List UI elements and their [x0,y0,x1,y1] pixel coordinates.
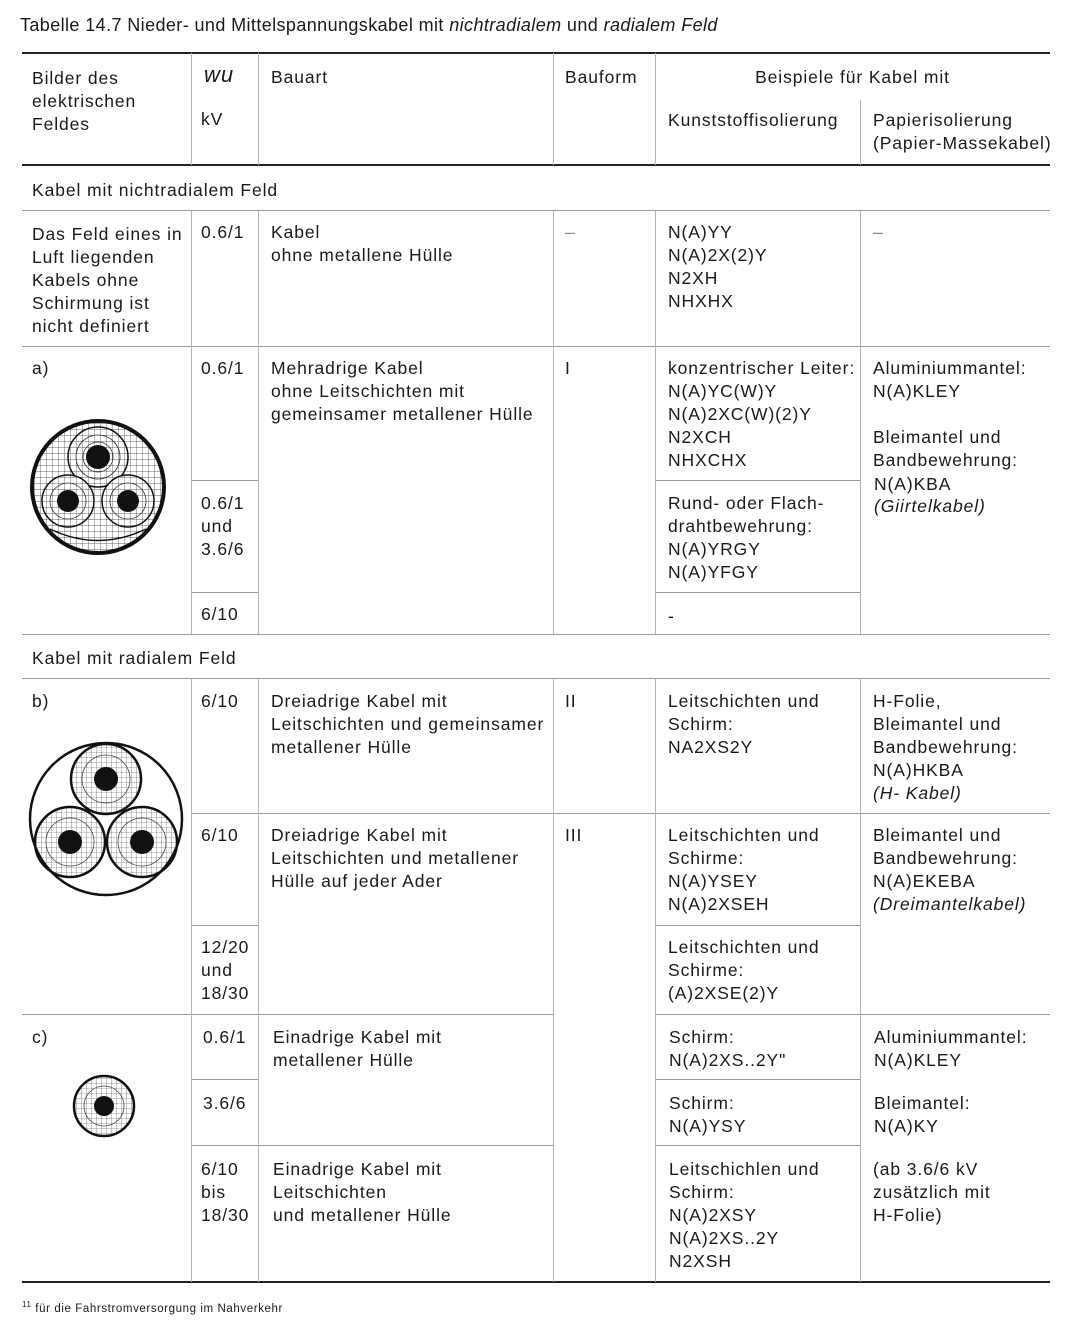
figure-label-c: c) [32,1027,49,1047]
vline-r1-3 [553,211,554,634]
bauart-b-2: Dreiadrige Kabel mit Leitschichten und metallener Hülle auf jeder Ader [271,825,519,891]
paper-c-1: Aluminiummantel: N(A)KLEY [874,1027,1028,1070]
rule-top [22,52,1050,54]
bauform-b-2: III [565,825,583,845]
three-core-belted-cable-diagram [28,417,168,557]
voltage-a-3: 6/10 [201,604,239,624]
rule-a-k2 [655,592,860,593]
cell-bauform: – [565,222,576,242]
paper-a: Aluminiummantel: N(A)KLEY Bleimantel und Bandbewehrung: [873,358,1027,470]
bauart-b-1: Dreiadrige Kabel mit Leitschichten und gemeinsamer metallener Hülle [271,691,545,757]
vline-r1-4 [655,211,656,634]
vline-r2-5 [860,679,861,1282]
rule-section1 [22,210,1050,211]
conductor-3 [117,490,139,512]
voltage-a-2: 0.6/1 und 3.6/6 [201,493,245,559]
rule-section2 [22,678,1050,679]
cell-plastic: N(A)YY N(A)2X(2)Y N2XH NHXHX [668,222,768,311]
caption-text: Tabelle 14.7 Nieder- und Mittelspannungskabel mit [20,15,450,35]
vline-r2-1 [191,679,192,1282]
paper-b-1-note: (H- Kabel) [873,783,962,803]
section-nonradial-field: Kabel mit nichtradialem Feld [32,180,278,200]
rule-b2-v [191,925,258,926]
rule-header-bottom [22,164,1050,166]
plastic-a-3: - [668,606,675,626]
header-voltage-unit: kV [201,109,224,129]
header-plastic-insulation: Kunststoffisolierung [668,110,839,130]
bauart-a: Mehradrige Kabel ohne Leitschichten mit gemeinsamer metallener Hülle [271,358,534,424]
paper-a-note: (Giirtelkabel) [874,496,986,516]
rule-c-top [22,1014,553,1015]
plastic-b-2: Leitschichten und Schirme: N(A)YSEY N(A)2XSEH [668,825,820,914]
footnote-text: für die Fahrstromversorgung im Nahverkehr [31,1302,283,1315]
voltage-b-2: 6/10 [201,825,239,845]
rule-row1 [22,346,1050,347]
rule-a-k1 [655,480,860,481]
vline-r2-4 [655,679,656,1282]
rule-c-k1 [655,1079,860,1080]
rule-c-v2 [191,1145,553,1146]
plastic-c-2: Schirm: N(A)YSY [669,1093,747,1136]
figure-label-b: b) [32,691,50,711]
header-bauform: Bauform [565,67,638,87]
paper-b-1: H-Folie, Bleimantel und Bandbewehrung: N(A)HKBA [873,691,1018,780]
rule-a-bottom [22,634,1050,635]
vline-h5 [860,100,861,165]
voltage-c-2: 3.6/6 [203,1093,247,1113]
header-examples-group: Beispiele für Kabel mit [755,67,950,87]
header-field-images: Bilder des elektrischen Feldes [32,68,137,134]
voltage-c-1: 0.6/1 [203,1027,247,1047]
conductor-2 [57,490,79,512]
header-voltage-symbol: wu [204,62,235,87]
vline-h3 [553,53,554,165]
footnote-marker: 11 [22,1300,32,1309]
paper-c-2: Bleimantel: N(A)KY [874,1093,971,1136]
plastic-c-3: Leitschichlen und Schirm: N(A)2XSY N(A)2XS..2Y N2XSH [669,1159,820,1271]
vline-r1-2 [258,211,259,634]
rule-c-v1 [191,1079,258,1080]
rule-b2-k [655,925,860,926]
three-core-radial-cable-diagram [26,737,186,897]
voltage-b-1: 6/10 [201,691,239,711]
rule-c-k2 [655,1145,860,1146]
rule-b1 [191,813,1050,814]
cell-field-description: Das Feld eines in Luft liegenden Kabels ohne Schirmung ist nicht definiert [32,224,183,336]
caption-italic-nonradial: nichtradialem [449,15,562,35]
caption-italic-radial: radialem Feld [603,15,718,35]
paper-c-3: (ab 3.6/6 kV zusätzlich mit H-Folie) [873,1159,991,1225]
paper-b-2-note: (Dreimantelkabel) [873,894,1027,914]
header-paper-insulation: Papierisolierung (Papier-Massekabel) [873,110,1052,153]
voltage-c-3: 6/10 bis 18/30 [201,1159,250,1225]
paper-b-2: Bleimantel und Bandbewehrung: N(A)EKEBA [873,825,1018,891]
bauform-a: I [565,358,571,378]
section-radial-field: Kabel mit radialem Feld [32,648,237,668]
rule-bottom [22,1281,1050,1283]
paper-a-code: N(A)KBA [874,474,952,494]
vline-h1 [191,53,192,165]
conductor-1 [86,445,110,469]
conductor [94,1096,114,1116]
vline-h2 [258,53,259,165]
vline-r1-5 [860,211,861,634]
plastic-a-2: Rund- oder Flach- drahtbewehrung: N(A)YRGY N(A)YFGY [668,493,825,582]
vline-r2-3 [553,679,554,1282]
cell-paper: – [873,222,884,242]
header-bauart: Bauart [271,67,328,87]
cell-voltage: 0.6/1 [201,222,245,242]
bauart-c-1: Einadrige Kabel mit metallener Hülle [273,1027,442,1070]
plastic-b-3: Leitschichten und Schirme: (A)2XSE(2)Y [668,937,820,1003]
rule-a-v1 [191,480,258,481]
caption-text-mid: und [561,15,604,35]
plastic-b-1: Leitschichten und Schirm: NA2XS2Y [668,691,820,757]
rule-c-top-right [655,1014,1050,1015]
vline-r2-2 [258,679,259,1282]
single-core-cable-diagram [71,1073,137,1139]
bauart-c-2: Einadrige Kabel mit Leitschichten und metallener Hülle [273,1159,452,1225]
voltage-b-3: 12/20 und 18/30 [201,937,250,1003]
vline-r1-1 [191,211,192,634]
rule-a-v2 [191,592,258,593]
plastic-a-1: konzentrischer Leiter: N(A)YC(W)Y N(A)2XC(W)(2)Y N2XCH NHXCHX [668,358,856,470]
plastic-c-1: Schirm: N(A)2XS..2Y" [669,1027,787,1070]
footnote [22,1300,283,1315]
bauform-b-1: II [565,691,577,711]
table-caption [20,15,718,36]
figure-label-a: a) [32,358,50,378]
voltage-a-1: 0.6/1 [201,358,245,378]
cell-bauart: Kabel ohne metallene Hülle [271,222,454,265]
